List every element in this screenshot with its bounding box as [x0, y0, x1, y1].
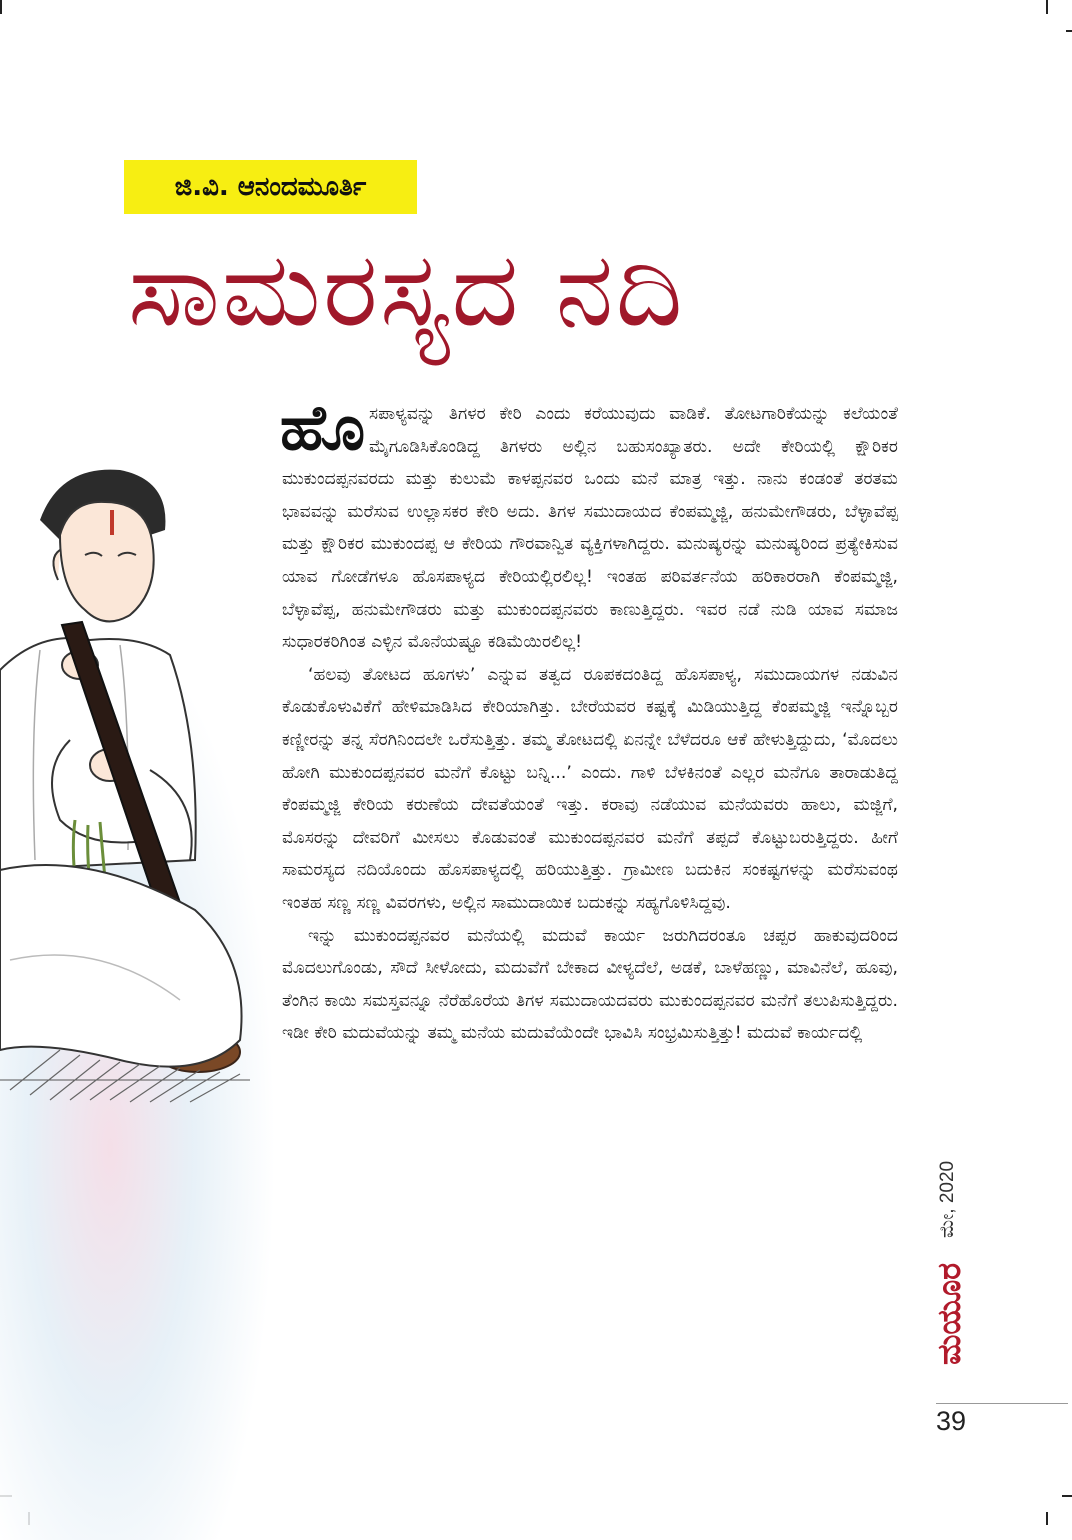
- article-paragraph: [280, 391, 898, 659]
- page-number: 39: [936, 1406, 967, 1436]
- article-paragraph: ‘ಹಲವು ತೋಟದ ಹೂಗಳು’ ಎನ್ನುವ ತತ್ವದ ರೂಪಕದಂತಿದ್ದ ಹೊಸಪಾಳ್ಯ, ಸಮುದಾಯಗಳ ನಡುವಿನ ಕೊಡುಕೊಳುವಿಕೆಗೆ ಹೇಳಿಮಾಡಿಸಿದ ಕೇರಿಯಾಗಿತ್ತು. ಬೇರೆಯವರ ಕಷ್ಟಕ್ಕೆ ಮಿಡಿಯುತ್ತಿದ್ದ ಕೆಂಪಮ್ಮಜ್ಜಿ ಇನ್ನೊಬ್ಬರ ಕಣ್ಣೀರನ್ನು ತನ್ನ ಸೆರಗಿನಿಂದಲೇ ಒರೆಸುತ್ತಿತ್ತು. ತಮ್ಮ ತೋಟದಲ್ಲಿ ಏನನ್ನೇ ಬೆಳೆದರೂ ಆಕೆ ಹೇಳುತ್ತಿದ್ದುದು, ‘ಮೊದಲು ಹೋಗಿ ಮುಕುಂದಪ್ಪನವರ ಮನೆಗೆ ಕೊಟ್ಟು ಬನ್ನಿ...’ ಎಂದು. ಗಾಳಿ ಬೆಳಕಿನಂತೆ ಎಲ್ಲರ ಮನೆಗೂ ತಾರಾಡುತಿದ್ದ ಕೆಂಪಮ್ಮಜ್ಜಿ ಕೇರಿಯ ಕರುಣೆಯ ದೇವತೆಯಂತೆ ಇತ್ತು. ಕರಾವು ನಡೆಯುವ ಮನೆಯವರು ಹಾಲು, ಮಜ್ಜಿಗೆ, ಮೊಸರನ್ನು ದೇವರಿಗೆ ಮೀಸಲು ಕೊಡುವಂತೆ ಮುಕುಂದಪ್ಪನವರ ಮನೆಗೆ ತಪ್ಪದೆ ಕೊಟ್ಟುಬರುತ್ತಿದ್ದರು. ಹೀಗೆ ಸಾಮರಸ್ಯದ ನದಿಯೊಂದು ಹೊಸಪಾಳ್ಯದಲ್ಲಿ ಹರಿಯುತ್ತಿತ್ತು. ಗ್ರಾಮೀಣ ಬದುಕಿನ ಸಂಕಷ್ಟಗಳನ್ನು ಮರೆಸುವಂಥ ಇಂತಹ ಸಣ್ಣ ಸಣ್ಣ ವಿವರಗಳು, ಅಲ್ಲಿನ ಸಾಮುದಾಯಿಕ ಬದುಕನ್ನು ಸಹ್ಯಗೊಳಿಸಿದ್ದವು.: [282, 664, 898, 913]
- paragraph-text: ಸಪಾಳ್ಯವನ್ನು ತಿಗಳರ ಕೇರಿ ಎಂದು ಕರೆಯುವುದು ವಾಡಿಕೆ. ತೋಟಗಾರಿಕೆಯನ್ನು ಕಲೆಯಂತೆ ಮೈಗೂಡಿಸಿಕೊಂಡಿದ್ದ ತಿಗಳರು ಅಲ್ಲಿನ ಬಹುಸಂಖ್ಯಾತರು. ಅದೇ ಕೇರಿಯಲ್ಲಿ ಕ್ಷೌರಿಕರ ಮುಕುಂದಪ್ಪನವರದು ಮತ್ತು ಕುಲುಮೆ ಕಾಳಪ್ಪನವರ ಒಂದು ಮನೆ ಮಾತ್ರ ಇತ್ತು. ನಾನು ಕಂಡಂತೆ ತರತಮ ಭಾವವನ್ನು ಮರೆಸುವ ಉಲ್ಲಾಸಕರ ಕೇರಿ ಅದು. ತಿಗಳ ಸಮುದಾಯದ ಕೆಂಪಮ್ಮಜ್ಜಿ, ಹನುಮೇಗೌಡರು, ಬೆಳ್ಳಾವೆಪ್ಪ ಮತ್ತು ಕ್ಷೌರಿಕರ ಮುಕುಂದಪ್ಪ ಆ ಕೇರಿಯ ಗೌರವಾನ್ವಿತ ವ್ಯಕ್ತಿಗಳಾಗಿದ್ದರು. ಮನುಷ್ಯರನ್ನು ಮನುಷ್ಯರಿಂದ ಪ್ರತ್ಯೇಕಿಸುವ ಯಾವ ಗೋಡೆಗಳೂ ಹೊಸಪಾಳ್ಯದ ಕೇರಿಯಲ್ಲಿರಲಿಲ್ಲ! ಇಂತಹ ಪರಿವರ್ತನೆಯ ಹರಿಕಾರರಾಗಿ ಕೆಂಪಮ್ಮಜ್ಜಿ, ಬೆಳ್ಳಾವೆಪ್ಪ, ಹನುಮೇಗೌಡರು ಮತ್ತು ಮುಕುಂದಪ್ಪನವರು ಕಾಣುತ್ತಿದ್ದರು. ಇವರ ನಡೆ ನುಡಿ ಯಾವ ಸಮಾಜ ಸುಧಾರಕರಿಗಿಂತ ಎಳ್ಳಿನ ಮೊನೆಯಷ್ಟೂ ಕಡಿಮೆಯಿರಲಿಲ್ಲ!: [282, 404, 898, 653]
- article-paragraph: ಇನ್ನು ಮುಕುಂದಪ್ಪನವರ ಮನೆಯಲ್ಲಿ ಮದುವೆ ಕಾರ್ಯ ಜರುಗಿದರಂತೂ ಚಪ್ಪರ ಹಾಕುವುದರಿಂದ ಮೊದಲುಗೊಂಡು, ಸೌದೆ ಸೀಳೋದು, ಮದುವೆಗೆ ಬೇಕಾದ ವೀಳ್ಯದೆಲೆ, ಅಡಕೆ, ಬಾಳೆಹಣ್ಣು, ಮಾವಿನೆಲೆ, ಹೂವು, ತೆಂಗಿನ ಕಾಯಿ ಸಮಸ್ತವನ್ನೂ ನೆರೆಹೊರೆಯ ತಿಗಳ ಸಮುದಾಯದವರು ಮುಕುಂದಪ್ಪನವರ ಮನೆಗೆ ತಲುಪಿಸುತ್ತಿದ್ದರು. ಇಡೀ ಕೇರಿ ಮದುವೆಯನ್ನು ತಮ್ಮ ಮನೆಯ ಮದುವೆಯೆಂದೇ ಭಾವಿಸಿ ಸಂಭ್ರಮಿಸುತ್ತಿತ್ತು! ಮದುವೆ ಕಾರ್ಯದಲ್ಲಿ: [282, 925, 898, 1044]
- crop-mark-top-left: [0, 0, 2, 14]
- author-byline: ಜಿ.ವಿ. ಆನಂದಮೂರ್ತಿ: [124, 160, 417, 214]
- musician-illustration: [0, 440, 275, 1540]
- issue-date: ಮೇ, 2020: [937, 1160, 958, 1238]
- crop-mark-bottom-right-v: [1046, 1512, 1048, 1525]
- crop-mark-top-right: [1046, 0, 1048, 14]
- article-title: ಸಾಮರಸ್ಯದ ನದಿ: [128, 228, 685, 350]
- article-body: [280, 391, 898, 1398]
- drop-cap: ಹೊ: [280, 391, 366, 464]
- magazine-logo: ಮಯೂರ: [930, 1262, 968, 1366]
- crop-mark-mid-right: [1066, 30, 1072, 32]
- crop-mark-bottom-right: [1062, 1495, 1072, 1497]
